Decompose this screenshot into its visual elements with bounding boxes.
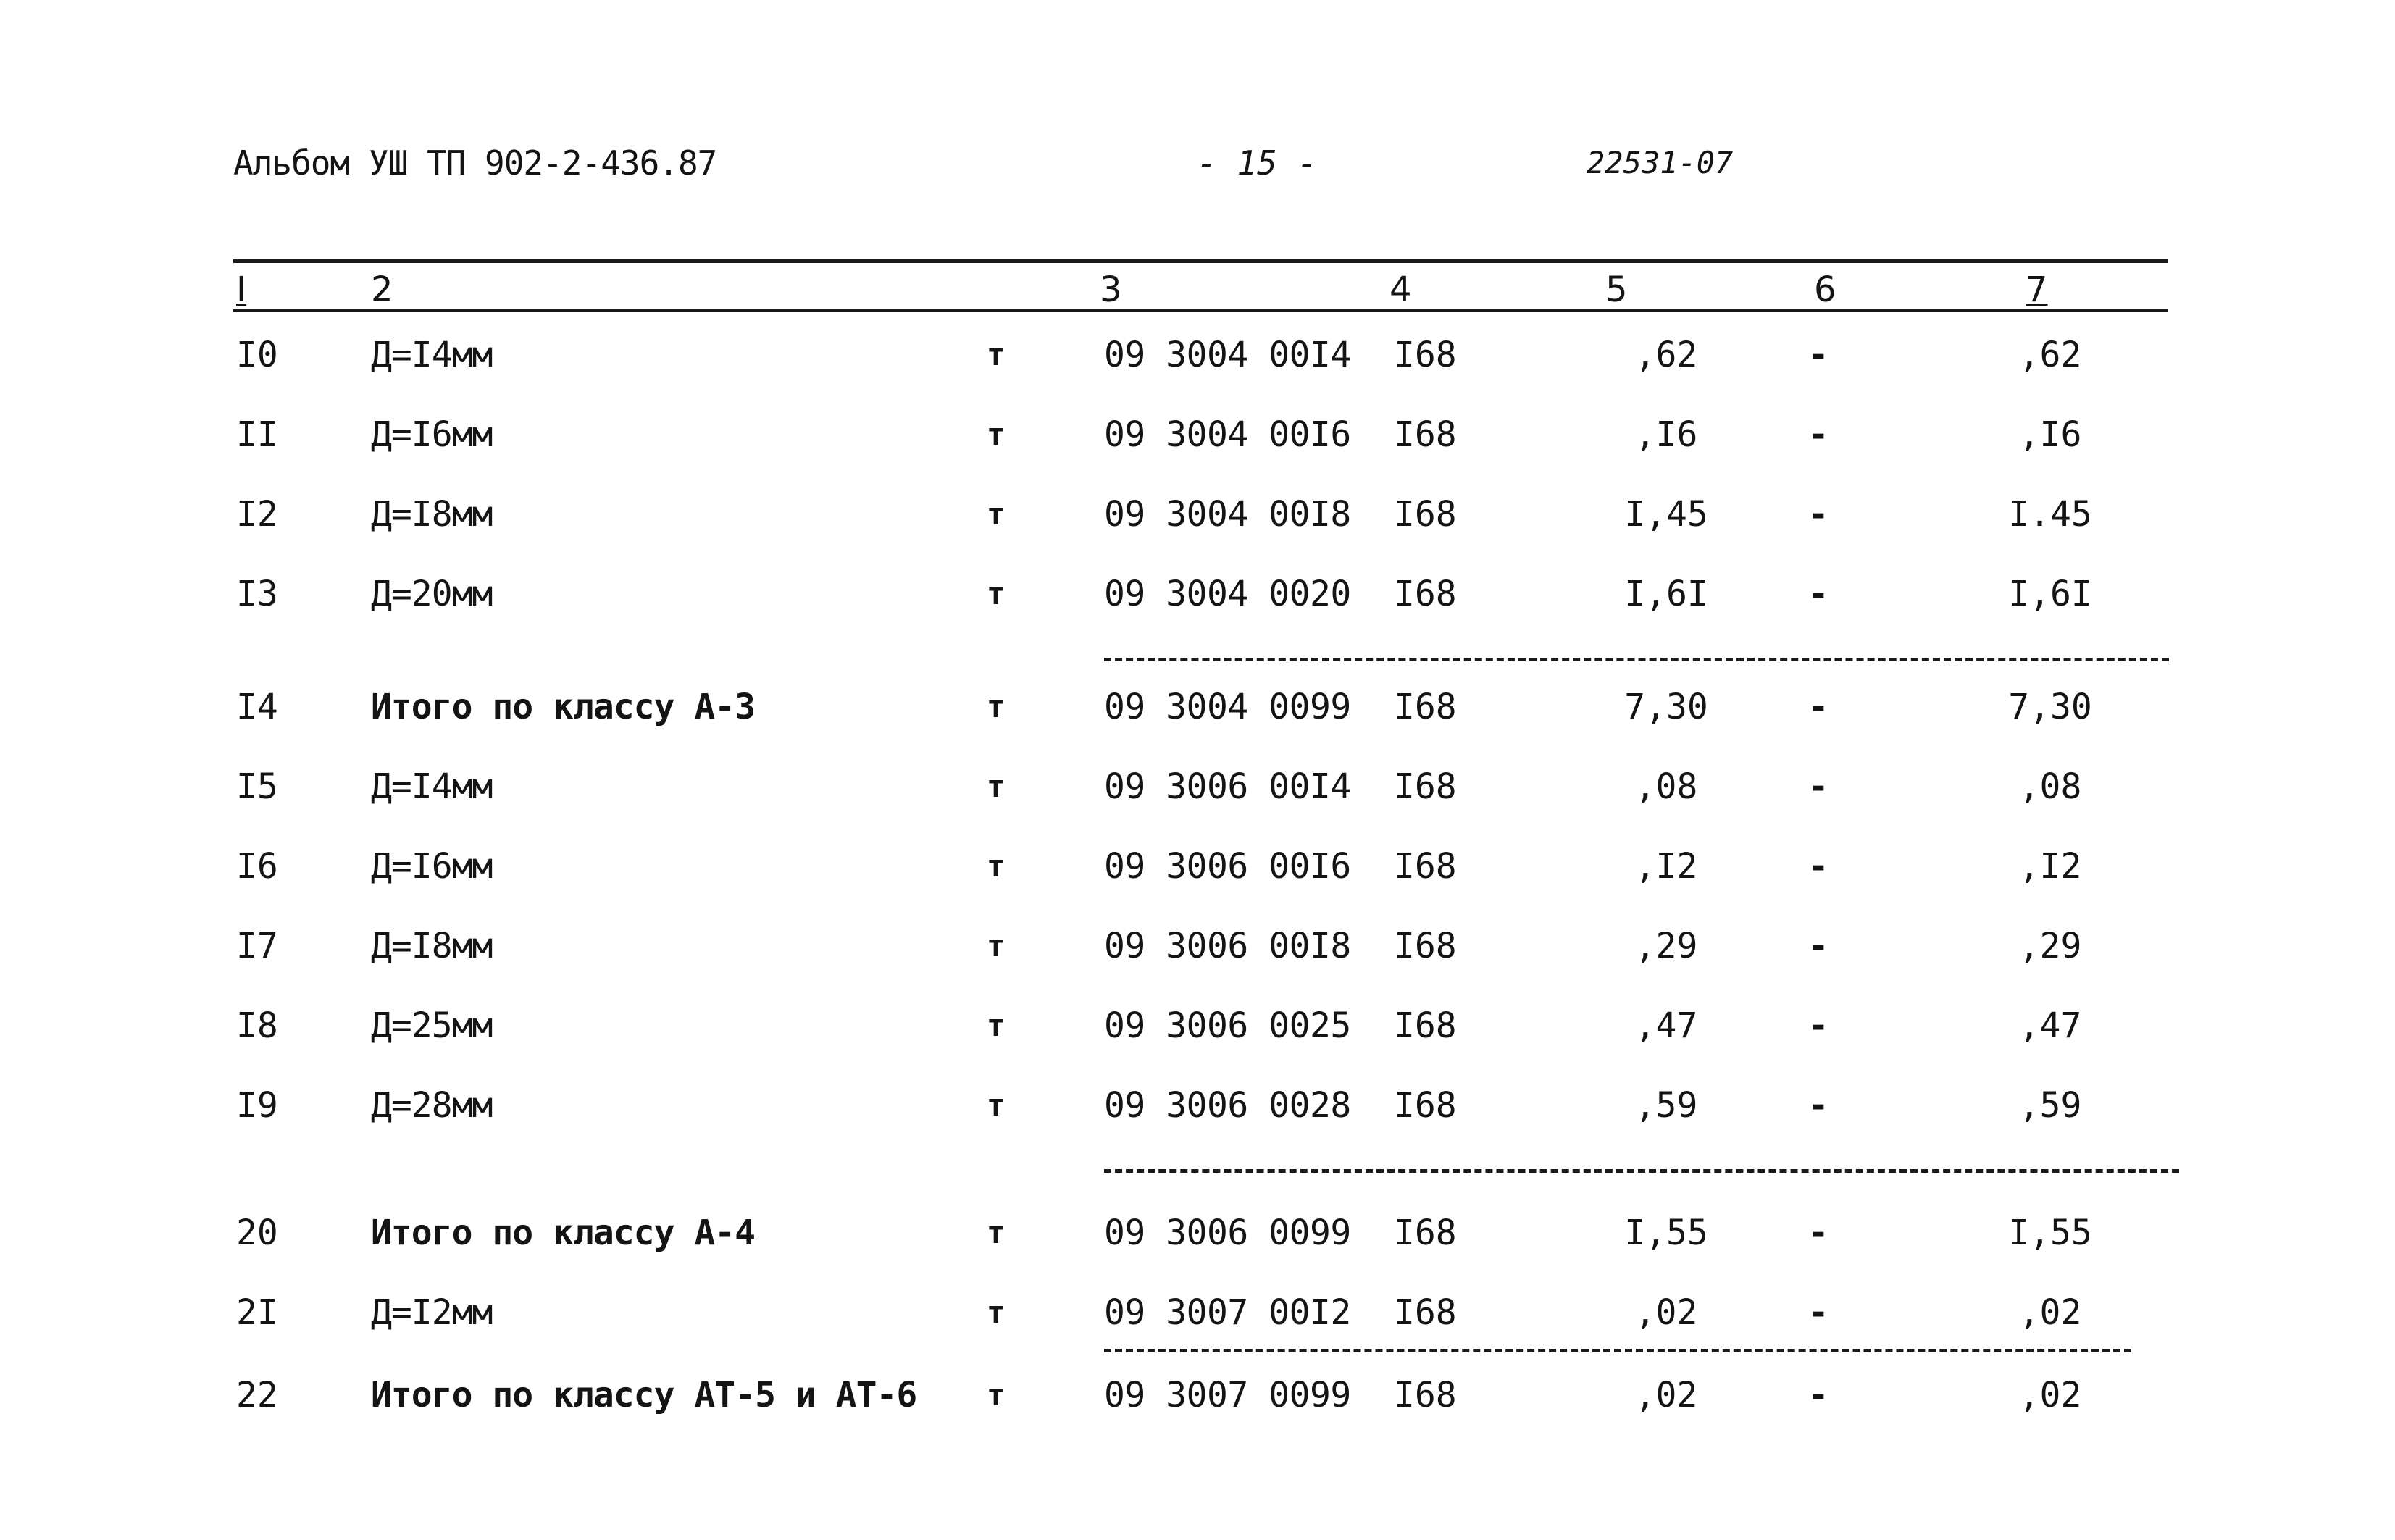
code-cell: 09 3006 00I8 (1104, 926, 1351, 966)
header-bottom-rule (233, 309, 2168, 312)
row-number: I9 (236, 1085, 278, 1126)
total-cell: 7,30 (2008, 687, 2092, 727)
column-4-cell: I68 (1394, 1213, 1457, 1253)
unit-cell: т (987, 337, 1006, 372)
item-name: Д=I4мм (371, 335, 493, 375)
code-cell: 09 3007 00I2 (1104, 1292, 1351, 1333)
code-cell: 09 3007 0099 (1104, 1375, 1351, 1415)
quantity-cell: 7,30 (1624, 687, 1708, 727)
code-cell: 09 3006 0028 (1104, 1085, 1351, 1126)
column-6-cell: - (1807, 926, 1829, 966)
total-cell: ,59 (2018, 1085, 2082, 1126)
item-name: Д=20мм (371, 574, 493, 614)
column-4-cell: I68 (1394, 687, 1457, 727)
total-cell: I,6I (2008, 574, 2092, 614)
unit-cell: т (987, 1087, 1006, 1123)
subtotal-separator (1104, 1349, 2131, 1352)
column-4-cell: I68 (1394, 1085, 1457, 1126)
column-4-cell: I68 (1394, 574, 1457, 614)
item-name: Д=I6мм (371, 414, 493, 455)
column-header-5: 5 (1605, 269, 1628, 310)
item-name: Итого по классу АТ-5 и АТ-6 (371, 1375, 917, 1415)
column-6-cell: - (1807, 1375, 1829, 1415)
row-number: 2I (236, 1292, 278, 1333)
column-header-3: 3 (1100, 269, 1122, 310)
column-4-cell: I68 (1394, 926, 1457, 966)
quantity-cell: ,59 (1634, 1085, 1698, 1126)
total-cell: ,62 (2018, 335, 2082, 375)
row-number: 20 (236, 1213, 278, 1253)
row-number: 22 (236, 1375, 278, 1415)
column-6-cell: - (1807, 1213, 1829, 1253)
row-number: II (236, 414, 278, 455)
column-4-cell: I68 (1394, 1005, 1457, 1046)
code-cell: 09 3006 00I6 (1104, 846, 1351, 887)
column-6-cell: - (1807, 846, 1829, 887)
unit-cell: т (987, 928, 1006, 963)
item-name: Итого по классу А-4 (371, 1213, 756, 1253)
unit-cell: т (987, 1008, 1006, 1043)
column-header-6: 6 (1814, 269, 1836, 310)
unit-cell: т (987, 496, 1006, 532)
column-6-cell: - (1807, 414, 1829, 455)
column-4-cell: I68 (1394, 494, 1457, 535)
column-header-1: I (236, 269, 247, 310)
unit-cell: т (987, 1215, 1006, 1250)
item-name: Д=25мм (371, 1005, 493, 1046)
column-6-cell: - (1807, 1292, 1829, 1333)
quantity-cell: ,62 (1634, 335, 1698, 375)
page-number: - 15 - (1197, 143, 1318, 183)
row-number: I7 (236, 926, 278, 966)
subtotal-separator (1104, 658, 2169, 661)
unit-cell: т (987, 1377, 1006, 1413)
quantity-cell: ,I6 (1634, 414, 1698, 455)
total-cell: ,I6 (2018, 414, 2082, 455)
unit-cell: т (987, 417, 1006, 452)
total-cell: I,55 (2008, 1213, 2092, 1253)
column-4-cell: I68 (1394, 766, 1457, 807)
column-6-cell: - (1807, 1085, 1829, 1126)
code-cell: 09 3004 00I4 (1104, 335, 1351, 375)
column-6-cell: - (1807, 494, 1829, 535)
column-4-cell: I68 (1394, 335, 1457, 375)
row-number: I2 (236, 494, 278, 535)
item-name: Д=I8мм (371, 926, 493, 966)
column-4-cell: I68 (1394, 414, 1457, 455)
quantity-cell: I,55 (1624, 1213, 1708, 1253)
row-number: I3 (236, 574, 278, 614)
code-cell: 09 3004 00I8 (1104, 494, 1351, 535)
item-name: Итого по классу А-3 (371, 687, 756, 727)
total-cell: ,I2 (2018, 846, 2082, 887)
column-6-cell: - (1807, 1005, 1829, 1046)
unit-cell: т (987, 848, 1006, 884)
quantity-cell: I,45 (1624, 494, 1708, 535)
total-cell: ,29 (2018, 926, 2082, 966)
row-number: I0 (236, 335, 278, 375)
quantity-cell: ,29 (1634, 926, 1698, 966)
code-cell: 09 3006 0099 (1104, 1213, 1351, 1253)
total-cell: ,47 (2018, 1005, 2082, 1046)
column-6-cell: - (1807, 766, 1829, 807)
quantity-cell: ,02 (1634, 1375, 1698, 1415)
item-name: Д=I2мм (371, 1292, 493, 1333)
row-number: I5 (236, 766, 278, 807)
column-6-cell: - (1807, 574, 1829, 614)
item-name: Д=28мм (371, 1085, 493, 1126)
column-6-cell: - (1807, 687, 1829, 727)
unit-cell: т (987, 689, 1006, 724)
column-4-cell: I68 (1394, 1292, 1457, 1333)
row-number: I6 (236, 846, 278, 887)
item-name: Д=I8мм (371, 494, 493, 535)
document-code: 22531-07 (1587, 145, 1734, 180)
code-cell: 09 3004 0099 (1104, 687, 1351, 727)
code-cell: 09 3004 0020 (1104, 574, 1351, 614)
quantity-cell: ,08 (1634, 766, 1698, 807)
column-6-cell: - (1807, 335, 1829, 375)
quantity-cell: ,02 (1634, 1292, 1698, 1333)
row-number: I8 (236, 1005, 278, 1046)
item-name: Д=I4мм (371, 766, 493, 807)
album-designation: Альбом УШ ТП 902-2-436.87 (233, 143, 717, 183)
quantity-cell: I,6I (1624, 574, 1708, 614)
table-top-rule (233, 259, 2168, 263)
row-number: I4 (236, 687, 278, 727)
code-cell: 09 3006 0025 (1104, 1005, 1351, 1046)
code-cell: 09 3004 00I6 (1104, 414, 1351, 455)
item-name: Д=I6мм (371, 846, 493, 887)
subtotal-separator (1104, 1169, 2179, 1173)
total-cell: ,02 (2018, 1375, 2082, 1415)
code-cell: 09 3006 00I4 (1104, 766, 1351, 807)
column-4-cell: I68 (1394, 1375, 1457, 1415)
unit-cell: т (987, 1294, 1006, 1330)
quantity-cell: ,I2 (1634, 846, 1698, 887)
quantity-cell: ,47 (1634, 1005, 1698, 1046)
total-cell: ,08 (2018, 766, 2082, 807)
column-4-cell: I68 (1394, 846, 1457, 887)
column-header-4: 4 (1389, 269, 1412, 310)
unit-cell: т (987, 769, 1006, 804)
unit-cell: т (987, 576, 1006, 611)
column-header-2: 2 (371, 269, 393, 310)
column-header-7: 7 (2026, 269, 2048, 310)
total-cell: I.45 (2008, 494, 2092, 535)
total-cell: ,02 (2018, 1292, 2082, 1333)
